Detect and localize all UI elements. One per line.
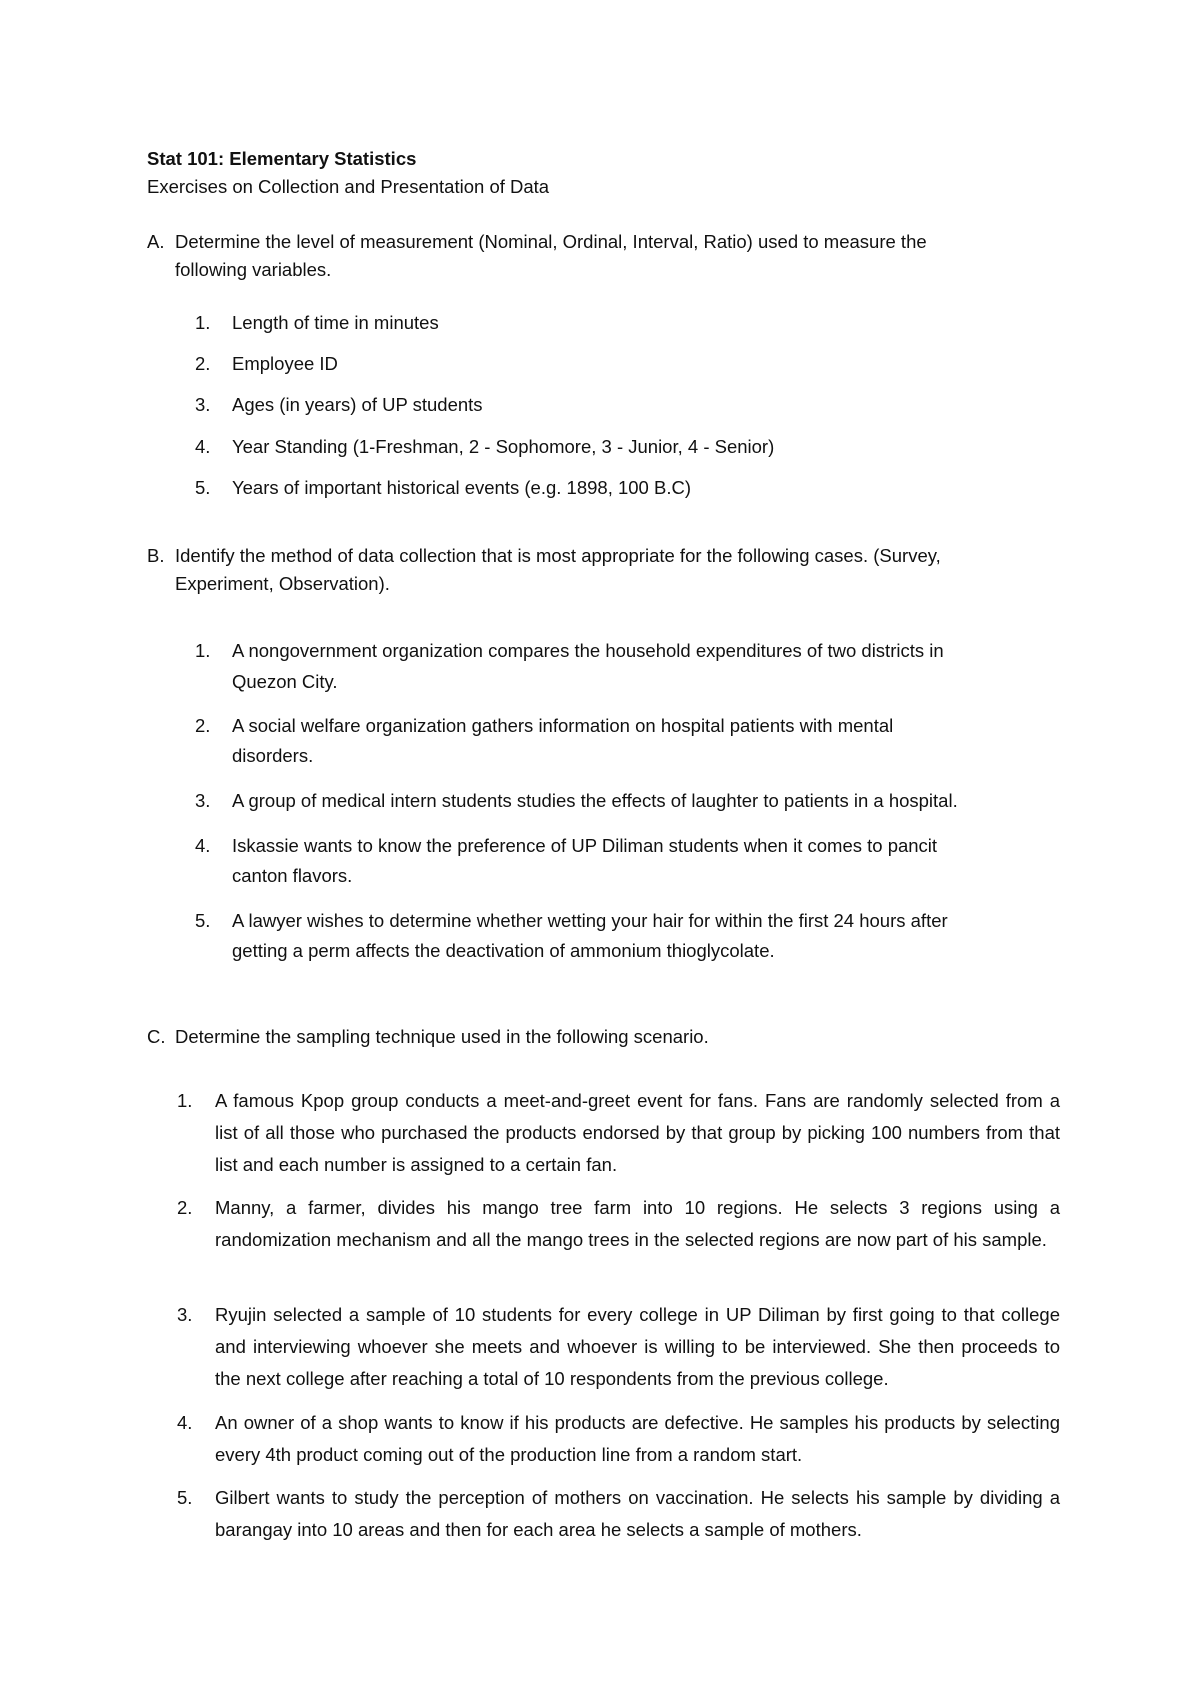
list-item-continued: canton flavors.	[232, 865, 353, 886]
list-item: Years of important historical events (e.g. 1898, 100 B.C)	[232, 477, 691, 498]
list-item: A nongovernment organization compares the household expenditures of two districts in	[232, 640, 944, 661]
section-instruction: Determine the level of measurement (Nominal, Ordinal, Interval, Ratio) used to measure the	[175, 231, 927, 252]
list-item: A social welfare organization gathers information on hospital patients with mental	[232, 715, 894, 736]
section-letter: B.	[147, 545, 165, 566]
item-number: 5.	[177, 1487, 193, 1508]
list-item: Year Standing (1-Freshman, 2 - Sophomore, 3 - Junior, 4 - Senior)	[232, 436, 775, 457]
item-number: 3.	[195, 790, 211, 811]
list-item-continued: disorders.	[232, 745, 314, 766]
list-item: Length of time in minutes	[232, 312, 439, 333]
section-instruction: Determine the sampling technique used in the following scenario.	[175, 1026, 709, 1047]
list-item-continued: getting a perm affects the deactivation of ammonium thioglycolate.	[232, 940, 775, 961]
item-number: 4.	[195, 436, 211, 457]
list-item: Employee ID	[232, 353, 338, 374]
list-item: Ryujin selected a sample of 10 students for every college in UP Diliman by first going to that college and interviewing whoever she meets and whoever is willing to be interviewed. She then proceeds to the next college after reaching a total of 10 respondents from the previous college.	[215, 1304, 1060, 1389]
item-number: 3.	[195, 394, 211, 415]
item-number: 4.	[195, 835, 211, 856]
section-letter: C.	[147, 1026, 166, 1047]
list-item: Iskassie wants to know the preference of UP Diliman students when it comes to pancit	[232, 835, 938, 856]
section-instruction-continued: following variables.	[175, 259, 332, 280]
list-item: An owner of a shop wants to know if his products are defective. He samples his products by selecting every 4th product coming out of the production line from a random start.	[215, 1412, 1060, 1465]
list-item: A famous Kpop group conducts a meet-and-greet event for fans. Fans are randomly selected from a list of all those who purchased the products endorsed by that group by picking 100 numbers from that list and each number is assigned to a certain fan.	[215, 1090, 1060, 1175]
item-number: 4.	[177, 1412, 193, 1433]
item-number: 5.	[195, 477, 211, 498]
list-item: Ages (in years) of UP students	[232, 394, 483, 415]
item-number: 1.	[195, 312, 211, 333]
list-item: A group of medical intern students studies the effects of laughter to patients in a hospital.	[232, 790, 958, 811]
item-number: 1.	[195, 640, 211, 661]
list-item: A lawyer wishes to determine whether wetting your hair for within the first 24 hours after	[232, 910, 948, 931]
item-number: 2.	[195, 715, 211, 736]
item-number: 1.	[177, 1090, 193, 1111]
section-letter: A.	[147, 231, 165, 252]
section-instruction: Identify the method of data collection that is most appropriate for the following cases. (Survey,	[175, 545, 941, 566]
item-number: 3.	[177, 1304, 193, 1325]
section-instruction-continued: Experiment, Observation).	[175, 573, 390, 594]
item-number: 2.	[195, 353, 211, 374]
list-item-continued: Quezon City.	[232, 671, 338, 692]
list-item: Gilbert wants to study the perception of mothers on vaccination. He selects his sample by dividing a barangay into 10 areas and then for each area he selects a sample of mothers.	[215, 1487, 1060, 1540]
item-number: 2.	[177, 1197, 193, 1218]
item-number: 5.	[195, 910, 211, 931]
course-title: Stat 101: Elementary Statistics	[147, 148, 417, 169]
document-subtitle: Exercises on Collection and Presentation of Data	[147, 176, 550, 197]
list-item: Manny, a farmer, divides his mango tree farm into 10 regions. He selects 3 regions using a randomization mechanism and all the mango trees in the selected regions are now part of his sample.	[215, 1197, 1060, 1250]
